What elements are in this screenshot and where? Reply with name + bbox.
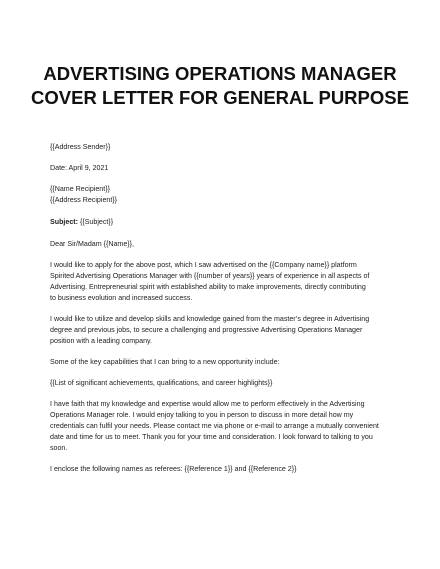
salutation: Dear Sir/Madam {{Name}},	[50, 240, 134, 248]
paragraph-5-line-3: credentials can fulfil your needs. Please contact me via phone or e-mail to arrange a mutually convenient	[50, 422, 379, 430]
subject-value: {{Subject}}	[77, 218, 114, 226]
document-title-line-2: COVER LETTER FOR GENERAL PURPOSE	[31, 87, 409, 108]
subject-label: Subject:	[50, 218, 78, 226]
paragraph-2-line-1: I would like to utilize and develop skills and knowledge gained from the master’s degree in Advertising	[50, 315, 370, 323]
paragraph-6: I enclose the following names as referees: {{Reference 1}} and {{Reference 2}}	[50, 465, 297, 473]
name-recipient: {{Name Recipient}}	[50, 185, 110, 193]
letter-body	[50, 142, 402, 475]
paragraph-5-line-4: date and time for us to meet. Thank you for your time and consideration. I look forward to talking to you	[50, 433, 373, 441]
address-recipient: {{Address Recipient}}	[50, 196, 118, 204]
paragraph-1-line-3: Advertising. Entrepreneurial spirit with established ability to make improvements, directly contributing	[50, 283, 366, 291]
paragraph-2-line-2: degree and previous jobs, to secure a challenging and progressive Advertising Operations Manager	[50, 326, 363, 334]
document-title-line-1: ADVERTISING OPERATIONS MANAGER	[43, 63, 397, 84]
paragraph-1-line-2: Spirited Advertising Operations Manager with {{number of years}} years of experience in all aspects of	[50, 272, 370, 280]
paragraph-4: {{List of significant achievements, qualifications, and career highlights}}	[50, 379, 273, 387]
letter-date: Date: April 9, 2021	[50, 164, 109, 172]
paragraph-1-line-4: to business evolution and increased success.	[50, 294, 193, 302]
address-sender: {{Address Sender}}	[50, 143, 111, 151]
paragraph-5-line-1: I have faith that my knowledge and expertise would allow me to perform effectively in the Advertising	[50, 400, 365, 408]
paragraph-5-line-5: soon.	[50, 444, 68, 452]
paragraph-2-line-3: position with a leading company.	[50, 337, 152, 345]
subject-line	[50, 217, 402, 228]
paragraph-5-line-2: Operations Manager role. I would enjoy talking to you in person to discuss in more detail how my	[50, 411, 354, 419]
paragraph-1-line-1: I would like to apply for the above post, which I saw advertised on the {{Company name}} platform	[50, 261, 357, 269]
paragraph-3: Some of the key capabilities that I can bring to a new opportunity include:	[50, 358, 280, 366]
